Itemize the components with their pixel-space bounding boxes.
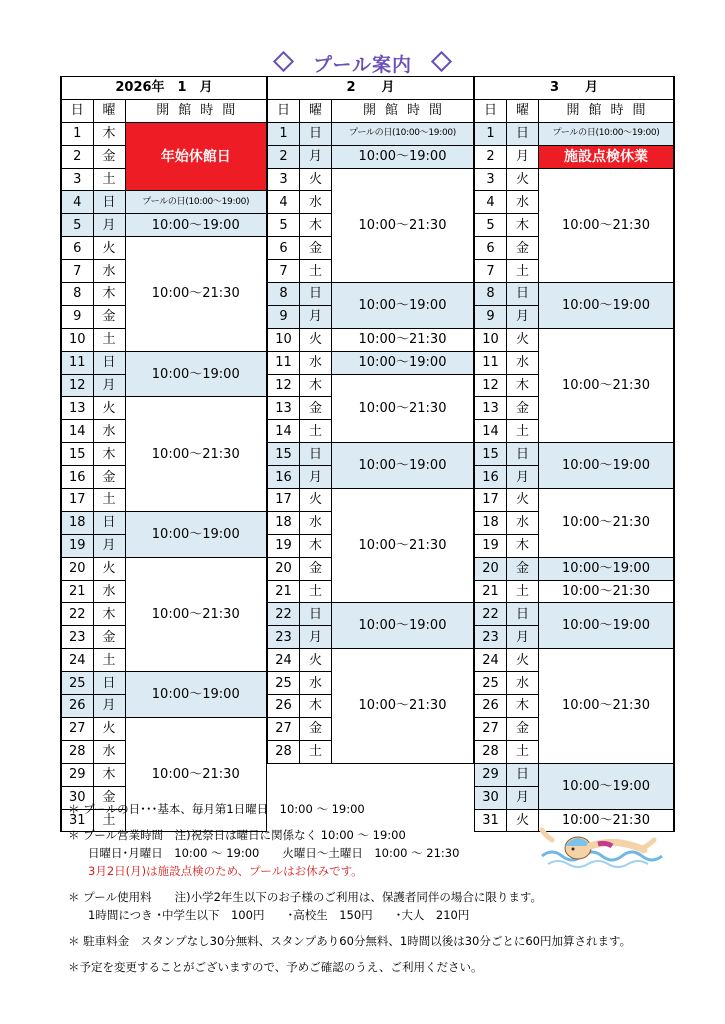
hours-cell: 10:00～21:30 [539, 489, 675, 558]
day-cell: 5 [268, 214, 300, 237]
weekday-cell: 水 [507, 672, 539, 695]
weekday-cell: 土 [507, 580, 539, 603]
table-row [268, 443, 474, 466]
weekday-cell: 金 [507, 557, 539, 580]
day-cell: 2 [475, 145, 507, 168]
day-cell: 19 [475, 534, 507, 557]
weekday-cell: 水 [93, 740, 125, 763]
weekday-cell: 月 [93, 374, 125, 397]
hours-cell: プールの日(10:00～19:00) [125, 191, 267, 214]
day-cell: 13 [475, 397, 507, 420]
hours-cell: 10:00～21:30 [332, 489, 474, 603]
table-row [61, 191, 267, 214]
weekday-cell: 日 [507, 283, 539, 306]
table-row [475, 763, 675, 786]
day-cell: 22 [268, 603, 300, 626]
table-row [475, 122, 675, 145]
weekday-cell: 火 [300, 649, 332, 672]
note-hours-title: ＊ プール営業時間 注)祝祭日は曜日に関係なく 10:00 ～ 19:00 [68, 828, 406, 842]
table-row [268, 283, 474, 306]
day-cell: 12 [61, 374, 93, 397]
table-row [61, 122, 267, 145]
day-cell: 21 [268, 580, 300, 603]
hours-cell: 10:00～19:00 [539, 557, 675, 580]
day-cell: 6 [61, 237, 93, 260]
hours-cell: 10:00～21:30 [332, 649, 474, 763]
weekday-cell: 金 [300, 717, 332, 740]
day-cell: 23 [475, 626, 507, 649]
hours-cell: プールの日(10:00～19:00) [539, 122, 675, 145]
weekday-cell: 金 [300, 557, 332, 580]
hours-cell: 10:00～19:00 [539, 763, 675, 809]
weekday-cell: 水 [93, 580, 125, 603]
table-row [475, 145, 675, 168]
swimmer-icon [538, 826, 668, 872]
day-cell: 11 [475, 351, 507, 374]
weekday-cell: 月 [300, 145, 332, 168]
day-cell: 16 [61, 466, 93, 489]
column-header-row [61, 99, 267, 122]
weekday-cell: 火 [93, 237, 125, 260]
day-cell: 7 [268, 260, 300, 283]
weekday-cell: 金 [507, 397, 539, 420]
month-label: 2026年 1 月 [61, 77, 267, 100]
note-fee-title: ＊ プール使用料 注)小学2年生以下のお子様のご利用は、保護者同伴の場合に限ります。 [68, 890, 542, 904]
day-cell: 5 [475, 214, 507, 237]
day-cell: 29 [475, 763, 507, 786]
hours-cell: 10:00～21:30 [125, 557, 267, 671]
day-cell: 7 [61, 260, 93, 283]
weekday-cell: 火 [507, 168, 539, 191]
day-cell: 7 [475, 260, 507, 283]
note-parking: ＊ 駐車料金 スタンプなし30分無料、スタンプあり60分無料、1時間以後は30分ごとに60円加算されます。 [68, 934, 632, 948]
hours-cell: 10:00～21:30 [332, 168, 474, 282]
day-cell: 10 [268, 328, 300, 351]
day-cell: 9 [475, 305, 507, 328]
day-cell: 26 [268, 695, 300, 718]
weekday-cell: 水 [507, 351, 539, 374]
day-cell: 19 [61, 534, 93, 557]
weekday-cell: 金 [93, 305, 125, 328]
title-text: プール案内 [312, 54, 413, 76]
weekday-cell: 金 [93, 145, 125, 168]
month-label: 2 月 [268, 77, 474, 100]
table-row [475, 580, 675, 603]
note-hours-detail: 日曜日･月曜日 10:00 ～ 19:00 火曜日～土曜日 10:00 ～ 21:30 [88, 846, 460, 860]
hours-cell: 10:00～21:30 [332, 328, 474, 351]
day-cell: 11 [61, 351, 93, 374]
day-cell: 2 [268, 145, 300, 168]
day-cell: 8 [268, 283, 300, 306]
table-row [475, 443, 675, 466]
weekday-cell: 火 [507, 489, 539, 512]
weekday-cell: 月 [93, 214, 125, 237]
day-cell: 26 [61, 695, 93, 718]
table-row [61, 672, 267, 695]
day-cell: 25 [61, 672, 93, 695]
day-cell: 14 [475, 420, 507, 443]
month-table-february [267, 76, 474, 786]
header-day: 日 [475, 99, 507, 122]
day-cell: 18 [475, 511, 507, 534]
weekday-cell: 火 [507, 809, 539, 832]
day-cell: 21 [475, 580, 507, 603]
weekday-cell: 火 [300, 489, 332, 512]
weekday-cell: 土 [300, 260, 332, 283]
day-cell: 15 [61, 443, 93, 466]
weekday-cell: 金 [93, 466, 125, 489]
page-title [0, 50, 725, 77]
weekday-cell: 木 [93, 763, 125, 786]
day-cell: 24 [61, 649, 93, 672]
weekday-cell: 水 [300, 511, 332, 534]
day-cell: 1 [475, 122, 507, 145]
day-cell: 1 [268, 122, 300, 145]
weekday-cell: 日 [93, 351, 125, 374]
weekday-cell: 土 [300, 740, 332, 763]
table-row [268, 145, 474, 168]
day-cell: 3 [475, 168, 507, 191]
day-cell: 4 [61, 191, 93, 214]
weekday-cell: 月 [507, 466, 539, 489]
weekday-cell: 月 [300, 626, 332, 649]
weekday-cell: 火 [300, 168, 332, 191]
table-row [475, 283, 675, 306]
column-header-row [268, 99, 474, 122]
header-hours: 開館時間 [332, 99, 474, 122]
month-table-march [474, 76, 675, 832]
month-header-row [475, 77, 675, 100]
header-weekday: 曜 [507, 99, 539, 122]
day-cell: 12 [268, 374, 300, 397]
table-row [61, 557, 267, 580]
weekday-cell: 日 [93, 511, 125, 534]
weekday-cell: 日 [93, 191, 125, 214]
day-cell: 11 [268, 351, 300, 374]
diamond-icon [431, 51, 452, 72]
weekday-cell: 水 [300, 351, 332, 374]
hours-cell: 10:00～21:30 [125, 717, 267, 831]
weekday-cell: 金 [300, 397, 332, 420]
note-fee-detail: 1時間につき ･中学生以下 100円 ･高校生 150円 ･大人 210円 [88, 908, 470, 922]
weekday-cell: 火 [300, 328, 332, 351]
hours-cell: プールの日(10:00～19:00) [332, 122, 474, 145]
weekday-cell: 土 [93, 168, 125, 191]
day-cell: 27 [475, 717, 507, 740]
day-cell: 18 [61, 511, 93, 534]
hours-cell: 10:00～19:00 [539, 603, 675, 649]
header-hours: 開館時間 [539, 99, 675, 122]
weekday-cell: 日 [93, 672, 125, 695]
table-row [61, 214, 267, 237]
weekday-cell: 日 [507, 603, 539, 626]
weekday-cell: 月 [93, 534, 125, 557]
weekday-cell: 日 [507, 122, 539, 145]
day-cell: 22 [475, 603, 507, 626]
header-day: 日 [268, 99, 300, 122]
day-cell: 20 [268, 557, 300, 580]
day-cell: 1 [61, 122, 93, 145]
day-cell: 6 [475, 237, 507, 260]
weekday-cell: 木 [300, 695, 332, 718]
day-cell: 10 [61, 328, 93, 351]
weekday-cell: 土 [507, 260, 539, 283]
hours-cell: 施設点検休業 [539, 145, 675, 168]
day-cell: 14 [61, 420, 93, 443]
day-cell: 17 [475, 489, 507, 512]
weekday-cell: 木 [507, 534, 539, 557]
day-cell: 13 [61, 397, 93, 420]
weekday-cell: 日 [300, 603, 332, 626]
day-cell: 10 [475, 328, 507, 351]
hours-cell: 10:00～19:00 [125, 351, 267, 397]
weekday-cell: 水 [93, 260, 125, 283]
empty-area [268, 763, 474, 785]
day-cell: 24 [268, 649, 300, 672]
weekday-cell: 日 [300, 443, 332, 466]
weekday-cell: 木 [93, 603, 125, 626]
note-fees [68, 888, 708, 924]
weekday-cell: 金 [300, 237, 332, 260]
weekday-cell: 月 [507, 786, 539, 809]
day-cell: 23 [268, 626, 300, 649]
month-table-january [60, 76, 267, 832]
day-cell: 17 [61, 489, 93, 512]
weekday-cell: 土 [93, 328, 125, 351]
day-cell: 21 [61, 580, 93, 603]
weekday-cell: 土 [93, 649, 125, 672]
weekday-cell: 日 [507, 763, 539, 786]
hours-cell: 10:00～19:00 [332, 145, 474, 168]
weekday-cell: 木 [93, 122, 125, 145]
day-cell: 31 [61, 809, 93, 832]
weekday-cell: 日 [300, 122, 332, 145]
table-row [475, 168, 675, 191]
day-cell: 2 [61, 145, 93, 168]
table-row [268, 374, 474, 397]
table-row [61, 351, 267, 374]
weekday-cell: 水 [507, 511, 539, 534]
day-cell: 31 [475, 809, 507, 832]
weekday-cell: 水 [93, 420, 125, 443]
weekday-cell: 月 [507, 305, 539, 328]
header-weekday: 曜 [93, 99, 125, 122]
weekday-cell: 金 [507, 237, 539, 260]
table-row [61, 511, 267, 534]
hours-cell: 10:00～19:00 [332, 283, 474, 329]
day-cell: 23 [61, 626, 93, 649]
hours-cell: 10:00～21:30 [539, 168, 675, 282]
day-cell: 28 [61, 740, 93, 763]
weekday-cell: 土 [300, 580, 332, 603]
hours-cell: 10:00～19:00 [539, 283, 675, 329]
day-cell: 20 [475, 557, 507, 580]
day-cell: 28 [475, 740, 507, 763]
diamond-icon [273, 51, 294, 72]
table-row [475, 328, 675, 351]
weekday-cell: 木 [93, 443, 125, 466]
table-row [61, 397, 267, 420]
table-row [61, 237, 267, 260]
day-cell: 29 [61, 763, 93, 786]
weekday-cell: 火 [93, 397, 125, 420]
weekday-cell: 木 [93, 283, 125, 306]
table-row [475, 603, 675, 626]
weekday-cell: 木 [300, 374, 332, 397]
day-cell: 27 [61, 717, 93, 740]
weekday-cell: 金 [93, 626, 125, 649]
header-weekday: 曜 [300, 99, 332, 122]
table-row [268, 122, 474, 145]
hours-cell: 10:00～19:00 [125, 672, 267, 718]
hours-cell: 10:00～21:30 [332, 374, 474, 443]
note-pool-day: ＊ プールの日･･･基本、毎月第1日曜日 10:00 ～ 19:00 [68, 802, 365, 816]
weekday-cell: 金 [507, 717, 539, 740]
hours-cell: 10:00～19:00 [332, 443, 474, 489]
day-cell: 16 [268, 466, 300, 489]
hours-cell: 年始休館日 [125, 122, 267, 191]
weekday-cell: 月 [93, 695, 125, 718]
day-cell: 15 [475, 443, 507, 466]
hours-cell: 10:00～21:30 [125, 397, 267, 511]
weekday-cell: 木 [300, 214, 332, 237]
weekday-cell: 水 [300, 672, 332, 695]
day-cell: 15 [268, 443, 300, 466]
weekday-cell: 火 [507, 649, 539, 672]
day-cell: 18 [268, 511, 300, 534]
weekday-cell: 火 [507, 328, 539, 351]
weekday-cell: 月 [507, 145, 539, 168]
day-cell: 12 [475, 374, 507, 397]
day-cell: 19 [268, 534, 300, 557]
weekday-cell: 土 [93, 809, 125, 832]
month-header-row [268, 77, 474, 100]
hours-cell: 10:00～19:00 [125, 511, 267, 557]
table-row [268, 649, 474, 672]
day-cell: 30 [475, 786, 507, 809]
header-day: 日 [61, 99, 93, 122]
weekday-cell: 木 [300, 534, 332, 557]
day-cell: 30 [61, 786, 93, 809]
day-cell: 24 [475, 649, 507, 672]
hours-cell: 10:00～21:30 [539, 809, 675, 832]
day-cell: 8 [475, 283, 507, 306]
day-cell: 26 [475, 695, 507, 718]
day-cell: 20 [61, 557, 93, 580]
weekday-cell: 木 [507, 214, 539, 237]
note-change: ＊予定を変更することがございますので、予めご確認のうえ、ご利用ください。 [68, 960, 483, 974]
day-cell: 8 [61, 283, 93, 306]
weekday-cell: 木 [507, 695, 539, 718]
table-row [268, 351, 474, 374]
hours-cell: 10:00～21:30 [539, 649, 675, 763]
weekday-cell: 火 [93, 717, 125, 740]
day-cell: 9 [268, 305, 300, 328]
day-cell: 13 [268, 397, 300, 420]
table-row [268, 168, 474, 191]
table-row [475, 557, 675, 580]
hours-cell: 10:00～21:30 [539, 580, 675, 603]
day-cell: 16 [475, 466, 507, 489]
weekday-cell: 水 [507, 191, 539, 214]
table-row [268, 489, 474, 512]
column-header-row [475, 99, 675, 122]
weekday-cell: 木 [507, 374, 539, 397]
weekday-cell: 水 [300, 191, 332, 214]
day-cell: 17 [268, 489, 300, 512]
month-label: 3 月 [475, 77, 675, 100]
weekday-cell: 金 [93, 786, 125, 809]
hours-cell: 10:00～19:00 [125, 214, 267, 237]
day-cell: 28 [268, 740, 300, 763]
day-cell: 25 [268, 672, 300, 695]
weekday-cell: 日 [507, 443, 539, 466]
table-row [268, 603, 474, 626]
day-cell: 25 [475, 672, 507, 695]
weekday-cell: 月 [300, 305, 332, 328]
month-header-row [61, 77, 267, 100]
day-cell: 27 [268, 717, 300, 740]
header-hours: 開館時間 [125, 99, 267, 122]
day-cell: 4 [475, 191, 507, 214]
day-cell: 6 [268, 237, 300, 260]
day-cell: 9 [61, 305, 93, 328]
table-row [475, 489, 675, 512]
table-row [268, 328, 474, 351]
day-cell: 5 [61, 214, 93, 237]
hours-cell: 10:00～19:00 [332, 603, 474, 649]
weekday-cell: 土 [93, 489, 125, 512]
note-closure: 3月2日(月)は施設点検のため、プールはお休みです。 [88, 864, 363, 878]
weekday-cell: 月 [300, 466, 332, 489]
hours-cell: 10:00～19:00 [332, 351, 474, 374]
weekday-cell: 土 [507, 740, 539, 763]
hours-cell: 10:00～21:30 [539, 328, 675, 442]
day-cell: 3 [61, 168, 93, 191]
table-row [475, 649, 675, 672]
table-row [61, 717, 267, 740]
day-cell: 22 [61, 603, 93, 626]
weekday-cell: 土 [300, 420, 332, 443]
day-cell: 3 [268, 168, 300, 191]
day-cell: 4 [268, 191, 300, 214]
day-cell: 14 [268, 420, 300, 443]
hours-cell: 10:00～21:30 [125, 237, 267, 351]
weekday-cell: 土 [507, 420, 539, 443]
weekday-cell: 月 [507, 626, 539, 649]
hours-cell: 10:00～19:00 [539, 443, 675, 489]
weekday-cell: 火 [93, 557, 125, 580]
weekday-cell: 日 [300, 283, 332, 306]
